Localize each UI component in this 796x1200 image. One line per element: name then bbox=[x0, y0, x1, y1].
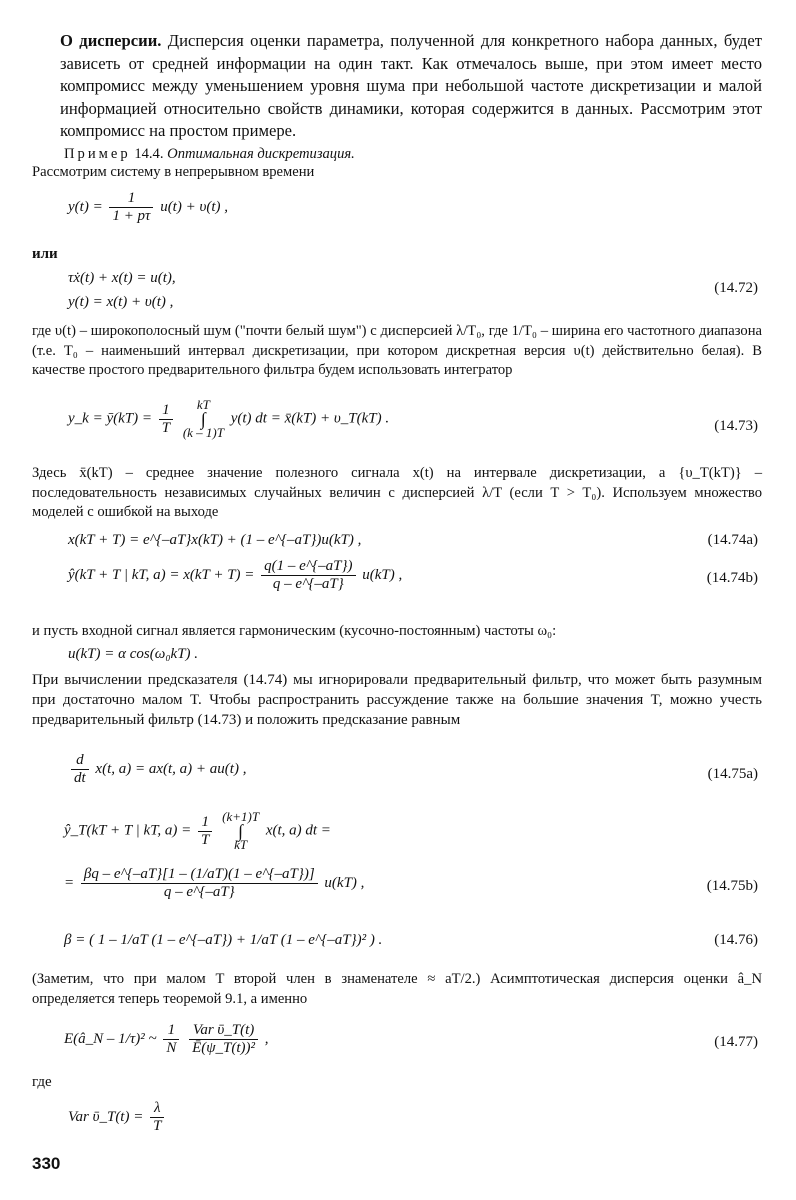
eq-var-fraction bbox=[150, 1100, 164, 1135]
eq-1475-line1-den: T bbox=[201, 831, 210, 848]
eq-1477-frac1-den: N bbox=[166, 1040, 177, 1056]
eq-system-fraction bbox=[109, 190, 153, 225]
eq-1476: β = ( 1 – 1/aT (1 – e^{–aT}) + 1/aT (1 – e^{–aT})² ) . bbox=[64, 932, 383, 948]
eq-1474b-den: q – e^{–aT} bbox=[272, 576, 344, 592]
eq-1473-rhs: y(t) dt = x̄(kT) + υ_T(kT) . bbox=[230, 410, 390, 427]
eq-1475-line1-lhs: ŷ_T(kT + T | kT, a) = bbox=[64, 822, 192, 839]
equation-1474b bbox=[68, 558, 402, 593]
eq-1475a-fraction bbox=[71, 752, 89, 787]
eq-system-num: 1 bbox=[109, 190, 153, 208]
paragraph-note: (Заметим, что при малом T второй член в знаменателе ≈ aT/2.) Асимптотическая дисперсия оценки â_N определяется теперь теоремой 9.1, а именно bbox=[32, 971, 762, 1007]
paragraph-noise: где υ(t) – широкополосный шум ("почти белый шум") с дисперсией λ/T₀, где 1/T₀ – ширина его частотного диапазона (т.е. T₀ – наименьший интервал дискретизации, при котором дискретная версия υ(t) действительно белая). В качестве простого предварительного фильтра будем использовать интегратор bbox=[32, 323, 762, 378]
equation-1477 bbox=[64, 1022, 269, 1057]
equation-1473 bbox=[68, 398, 389, 440]
eq-1477-rhs: , bbox=[264, 1030, 269, 1047]
eq-1475-line1-num: 1 bbox=[198, 814, 212, 832]
paragraph-predictor: При вычислении предсказателя (14.74) мы игнорировали предварительный фильтр, что может быть разумным при достаточно малом T. Чтобы распространить рассуждение также на большие значения T, можно учесть предварительный фильтр (14.73) и положить предсказание равным bbox=[32, 672, 762, 728]
eq-1475-line1-integral: (k+1)T ∫ kT bbox=[222, 809, 260, 852]
eq-1474a-number: (14.74a) bbox=[707, 532, 758, 548]
eq-1475-int-top: (k+1)T bbox=[222, 809, 260, 824]
eq-1474a: x(kT + T) = e^{–aT}x(kT) + (1 – e^{–aT})u(kT) , bbox=[68, 532, 362, 548]
example-heading bbox=[64, 146, 355, 163]
intro-text: Дисперсия оценки параметра, полученной для конкретного набора данных, будет зависеть от средней информации на один такт. Как отмечалось выше, при этом имеет место компромисс между уменьшением уровня шума при небольшой частоте дискретизации и малой информацией относительно свойств динамики, которая содержится в данных. Рассмотрим этот компромисс на простом примере. bbox=[60, 31, 762, 140]
eq-1476-number: (14.76) bbox=[714, 932, 758, 948]
eq-1473-number: (14.73) bbox=[714, 418, 758, 434]
word-or: или bbox=[32, 246, 58, 262]
eq-1474b-rhs: u(kT) , bbox=[362, 566, 403, 583]
eq-1477-fraction-2 bbox=[189, 1022, 258, 1057]
page-number: 330 bbox=[32, 1154, 61, 1173]
eq-system-rhs: u(t) + υ(t) , bbox=[160, 198, 229, 215]
eq-system-lhs: y(t) = bbox=[68, 198, 103, 215]
text-input: и пусть входной сигнал является гармоническим (кусочно-постоянным) частоты ω₀: bbox=[32, 623, 557, 639]
eq-system-den: 1 + pτ bbox=[112, 208, 151, 224]
eq-1474b-lhs: ŷ(kT + T | kT, a) = x(kT + T) = bbox=[68, 566, 255, 583]
eq-1475b-den: q – e^{–aT} bbox=[163, 884, 235, 900]
eq-1473-integral: kT ∫ (k – 1)T bbox=[182, 397, 224, 440]
eq-var-den: T bbox=[153, 1118, 162, 1134]
example-number: 14.4. bbox=[134, 146, 164, 162]
equation-system bbox=[68, 190, 228, 225]
eq-1475a-num: d bbox=[71, 752, 89, 770]
eq-1477-frac2-den: Ē(ψ_T(t))² bbox=[192, 1040, 256, 1056]
equation-1475-line1 bbox=[64, 810, 331, 852]
paragraph-mean: Здесь x̄(kT) – среднее значение полезного сигнала x(t) на интервале дискретизации, а {υ_T(kT)} – последовательность независимых случайных величин с дисперсией λ/T (если T > T₀). Используем множество моделей с ошибкой на выходе bbox=[32, 465, 762, 520]
eq-input: u(kT) = α cos(ω₀kT) . bbox=[68, 646, 199, 662]
eq-1473-num: 1 bbox=[159, 402, 173, 420]
eq-1475-line1-fraction bbox=[198, 814, 212, 849]
eq-1477-number: (14.77) bbox=[714, 1034, 758, 1050]
eq-1477-frac1-num: 1 bbox=[163, 1022, 179, 1040]
eq-1473-den: T bbox=[161, 419, 171, 436]
eq-1472-line2: y(t) = x(t) + υ(t) , bbox=[68, 294, 174, 310]
eq-1477-fraction-1 bbox=[163, 1022, 179, 1057]
eq-1473-int-top: kT bbox=[196, 397, 210, 412]
eq-1473-lhs: y_k = ȳ(kT) = bbox=[68, 410, 152, 427]
eq-1475b-number: (14.75b) bbox=[706, 878, 758, 894]
word-where: где bbox=[32, 1074, 52, 1090]
example-label: Пример bbox=[64, 146, 131, 162]
eq-1475b-lhs: = bbox=[64, 874, 75, 891]
equation-1475b bbox=[64, 866, 364, 901]
example-title: Оптимальная дискретизация. bbox=[167, 146, 355, 162]
eq-var-num: λ bbox=[150, 1100, 164, 1118]
eq-1475a-number: (14.75a) bbox=[707, 766, 758, 782]
eq-1475-int-bottom: kT bbox=[234, 837, 248, 852]
eq-1477-lhs: E(â_N – 1/τ)² ~ bbox=[64, 1030, 157, 1047]
eq-1474b-num: q(1 – e^{–aT}) bbox=[261, 558, 355, 576]
eq-1475-line1-rhs: x(t, a) dt = bbox=[265, 822, 331, 839]
eq-1472-line1: τẋ(t) + x(t) = u(t), bbox=[68, 270, 176, 286]
eq-1475b-rhs: u(kT) , bbox=[324, 874, 365, 891]
eq-1473-fraction bbox=[159, 402, 173, 437]
eq-1474b-number: (14.74b) bbox=[706, 570, 758, 586]
equation-variance bbox=[68, 1100, 167, 1135]
text-system: Рассмотрим систему в непрерывном времени bbox=[32, 164, 315, 180]
equation-1475a bbox=[68, 752, 246, 787]
eq-1475a-den: dt bbox=[74, 770, 86, 786]
intro-bold-lead: О дисперсии. bbox=[60, 31, 162, 50]
eq-1475b-fraction bbox=[81, 866, 318, 901]
eq-var-lhs: Var ῡ_T(t) = bbox=[68, 1108, 144, 1125]
eq-1475b-num: βq – e^{–aT}[1 – (1/aT)(1 – e^{–aT})] bbox=[81, 866, 318, 884]
eq-1477-frac2-num: Var ῡ_T(t) bbox=[189, 1022, 258, 1040]
eq-1473-int-bottom: (k – 1)T bbox=[182, 425, 224, 440]
eq-1475a-rhs: x(t, a) = ax(t, a) + au(t) , bbox=[95, 760, 247, 777]
eq-1472-number: (14.72) bbox=[714, 280, 758, 296]
intro-paragraph bbox=[60, 30, 762, 143]
eq-1474b-fraction bbox=[261, 558, 355, 593]
